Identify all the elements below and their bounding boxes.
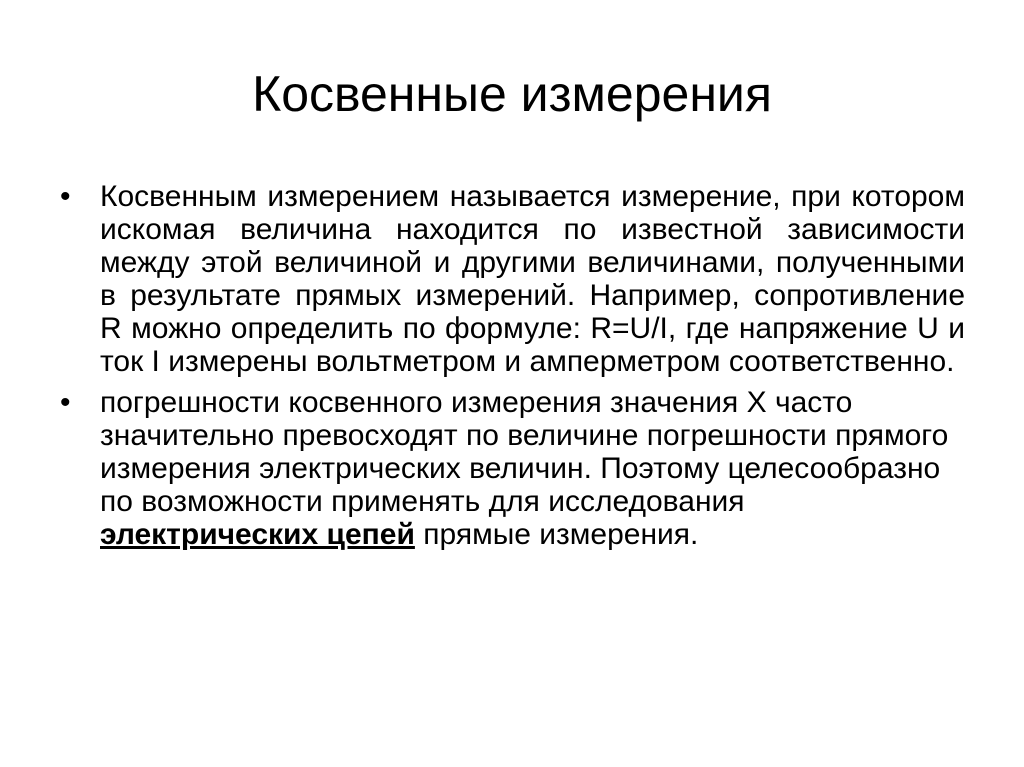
slide-title: Косвенные измерения [252, 66, 772, 122]
bullet-item-indirect-measurement-errors [60, 386, 965, 551]
bullet-text: Косвенным измерением называется измерение, при котором искомая величина находится по известной зависимости между этой величиной и другими величинами, полученными в результате прямых измерений. Например, сопротивление R можно определить по формуле: R=U/I, где напряжение U и ток I измерены вольтметром и амперметром соответственно. [100, 180, 965, 378]
bullet-dot-icon: • [60, 386, 71, 419]
bullet-list [60, 180, 965, 559]
electric-circuits-link[interactable]: электрических цепей [100, 518, 415, 551]
bullet-text-before-link: погрешности косвенного измерения значения X часто значительно превосходят по величине погрешности прямого измерения электрических величин. Поэтому целесообразно по возможности применять для исследования [100, 386, 949, 518]
bullet-text-after-link: прямые измерения. [414, 518, 699, 551]
bullet-dot-icon: • [60, 180, 71, 213]
bullet-item-indirect-measurement-definition [60, 180, 965, 378]
